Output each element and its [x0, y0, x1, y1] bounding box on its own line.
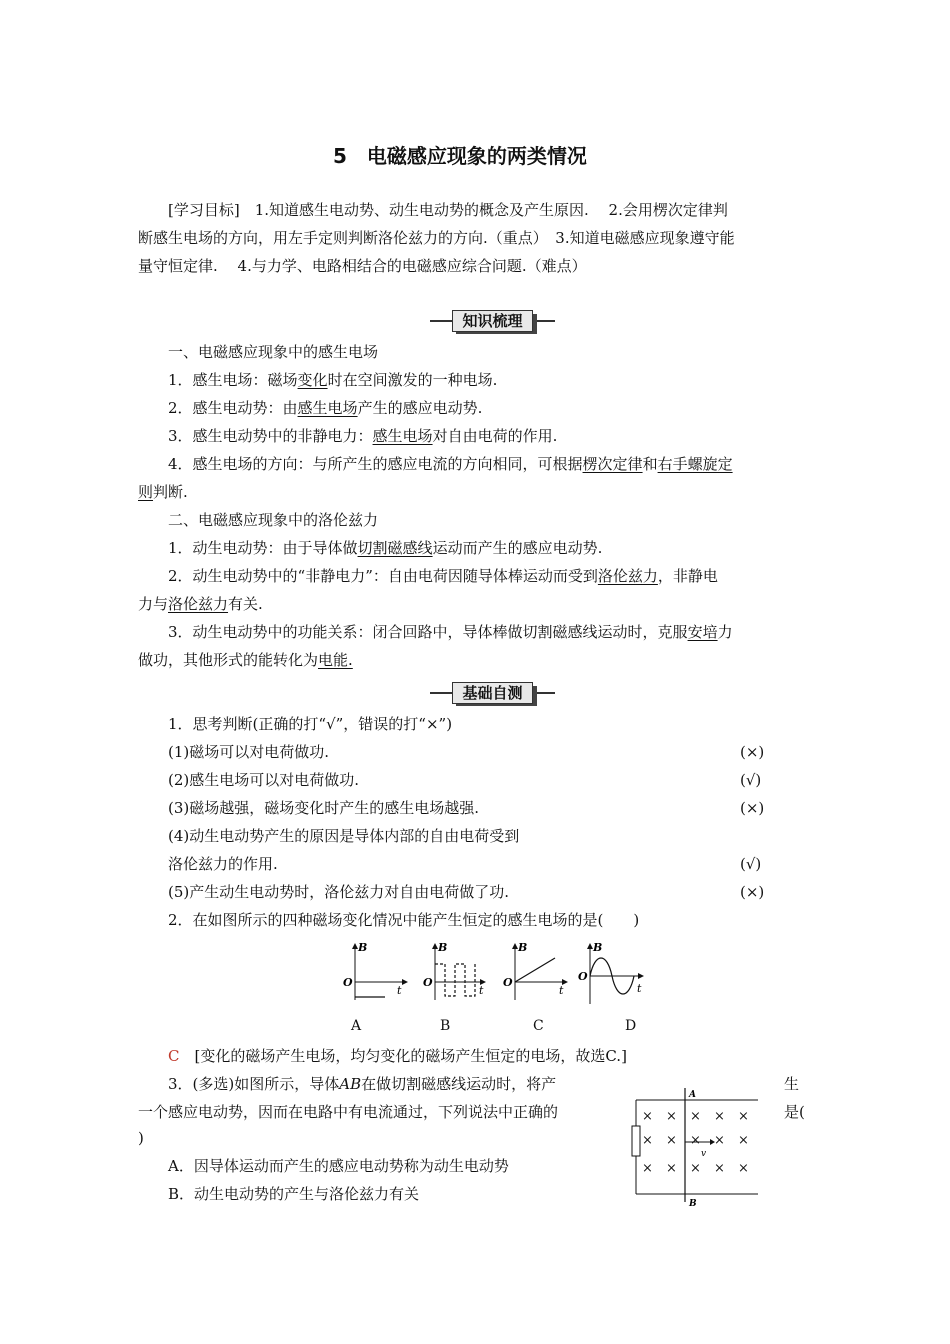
knowledge-item-3: 3．感生电动势中的非静电力：感生电场对自由电荷的作用. — [168, 427, 558, 445]
lorentz-item-3-cont: 做功，其他形式的能转化为电能. — [138, 651, 353, 669]
lorentz-item-2-cont: 力与洛伦兹力有关. — [138, 595, 263, 613]
knowledge-item-4-cont: 则判断. — [138, 483, 188, 501]
svg-text:×: × — [714, 1161, 725, 1176]
q3-line-1: 3．(多选)如图所示，导体AB在做切割磁感线运动时，将产 — [168, 1075, 557, 1093]
label-b: B — [689, 1199, 697, 1208]
svg-text:×: × — [690, 1109, 701, 1124]
origin-label: O — [578, 970, 588, 983]
lorentz-item-2: 2．动生电动势中的“非静电力”：自由电荷因随导体棒运动而受到洛伦兹力，非静电 — [168, 567, 718, 585]
section-header-selftest — [430, 682, 555, 704]
heading-induced-field: 一、电磁感应现象中的感生电场 — [168, 343, 379, 361]
q3-option-b: B．动生电动势的产生与洛伦兹力有关 — [168, 1185, 420, 1203]
q1-item: (3)磁场越强，磁场变化时产生的感生电场越强. — [168, 799, 480, 817]
origin-label: O — [423, 976, 433, 989]
section-title: 基础自测 — [452, 682, 533, 704]
option-label-d: D — [625, 1018, 637, 1034]
svg-text:×: × — [738, 1109, 749, 1124]
axis-label-t: t — [559, 984, 564, 997]
origin-label: O — [503, 976, 513, 989]
svg-text:×: × — [666, 1133, 677, 1148]
q3-option-a: A．因导体运动而产生的感应电动势称为动生电动势 — [168, 1157, 509, 1175]
q2-stem: 2．在如图所示的四种磁场变化情况中能产生恒定的感生电场的是( ) — [168, 911, 640, 929]
graph-c — [503, 941, 567, 1000]
axis-label-b: B — [438, 941, 448, 954]
option-label-a: A — [351, 1018, 362, 1034]
origin-label: O — [343, 976, 353, 989]
q1-item: (4)动生电动势产生的原因是导体内部的自由电荷受到 — [168, 827, 520, 845]
q3-line-3: ) — [138, 1129, 144, 1147]
graph-b — [423, 941, 485, 1000]
svg-text:×: × — [666, 1161, 677, 1176]
q1-mark: (√) — [740, 855, 762, 873]
q1-stem: 1．思考判断(正确的打“√”，错误的打“×”) — [168, 715, 453, 733]
label-a: A — [689, 1090, 696, 1100]
axis-label-t: t — [397, 984, 402, 997]
q2-answer: C [变化的磁场产生电场，均匀变化的磁场产生恒定的电场，故选C.] — [168, 1047, 627, 1065]
q1-mark: (√) — [740, 771, 762, 789]
svg-text:×: × — [690, 1161, 701, 1176]
svg-text:×: × — [714, 1133, 725, 1148]
lorentz-item-1: 1．动生电动势：由于导体做切割磁感线运动而产生的感应电动势. — [168, 539, 603, 557]
axis-label-t: t — [637, 982, 642, 995]
q3-line-1-end: 生 — [784, 1075, 800, 1093]
field-crosses — [642, 1109, 749, 1176]
svg-text:×: × — [642, 1109, 653, 1124]
q1-mark: (×) — [740, 799, 765, 817]
objectives-line-2: 断感生电场的方向，用左手定则判断洛伦兹力的方向.（重点） 3.知道电磁感应现象遵守能 — [138, 229, 735, 247]
graph-a — [343, 941, 407, 1000]
svg-text:×: × — [642, 1133, 653, 1148]
q1-mark: (×) — [740, 883, 765, 901]
section-title: 知识梳理 — [452, 310, 533, 332]
q3-line-2-end: 是( — [784, 1103, 805, 1121]
option-label-c: C — [533, 1018, 544, 1034]
axis-label-b: B — [358, 941, 368, 954]
knowledge-item-4: 4．感生电场的方向：与所产生的感应电流的方向相同，可根据楞次定律和右手螺旋定 — [168, 455, 733, 473]
svg-text:×: × — [690, 1133, 701, 1148]
svg-text:×: × — [738, 1161, 749, 1176]
knowledge-item-1: 1．感生电场：磁场变化时在空间激发的一种电场. — [168, 371, 498, 389]
svg-text:×: × — [642, 1161, 653, 1176]
axis-label-b: B — [518, 941, 528, 954]
axis-label-t: t — [479, 984, 484, 997]
q1-item: (1)磁场可以对电荷做功. — [168, 743, 330, 761]
objectives-line-3: 量守恒定律. 4.与力学、电路相结合的电磁感应综合问题.（难点） — [138, 257, 587, 275]
q1-mark: (×) — [740, 743, 765, 761]
page-title: 5 电磁感应现象的两类情况 — [333, 144, 587, 168]
svg-text:×: × — [738, 1133, 749, 1148]
svg-text:×: × — [666, 1109, 677, 1124]
resistor — [632, 1126, 640, 1156]
axis-label-b: B — [593, 941, 603, 954]
q3-circuit-figure — [628, 1086, 768, 1208]
label-v: v — [701, 1149, 707, 1159]
q1-item: (2)感生电场可以对电荷做功. — [168, 771, 360, 789]
lorentz-item-3: 3．动生电动势中的功能关系：闭合回路中，导体棒做切割磁感线运动时，克服安培力 — [168, 623, 733, 641]
section-header-knowledge — [430, 310, 555, 332]
q1-item: 洛伦兹力的作用. — [168, 855, 278, 873]
option-label-b: B — [440, 1018, 451, 1034]
knowledge-item-2: 2．感生电动势：由感生电场产生的感应电动势. — [168, 399, 483, 417]
q3-line-2: 一个感应电动势，因而在电路中有电流通过，下列说法中正确的 — [138, 1103, 559, 1121]
graph-d — [578, 941, 643, 1004]
objectives-line-1: [学习目标] 1.知道感生电动势、动生电动势的概念及产生原因. 2.会用楞次定律判 — [168, 201, 728, 219]
svg-text:×: × — [714, 1109, 725, 1124]
q2-graphs — [335, 940, 655, 1010]
heading-lorentz: 二、电磁感应现象中的洛伦兹力 — [168, 511, 379, 529]
q1-item: (5)产生动生电动势时，洛伦兹力对自由电荷做了功. — [168, 883, 510, 901]
